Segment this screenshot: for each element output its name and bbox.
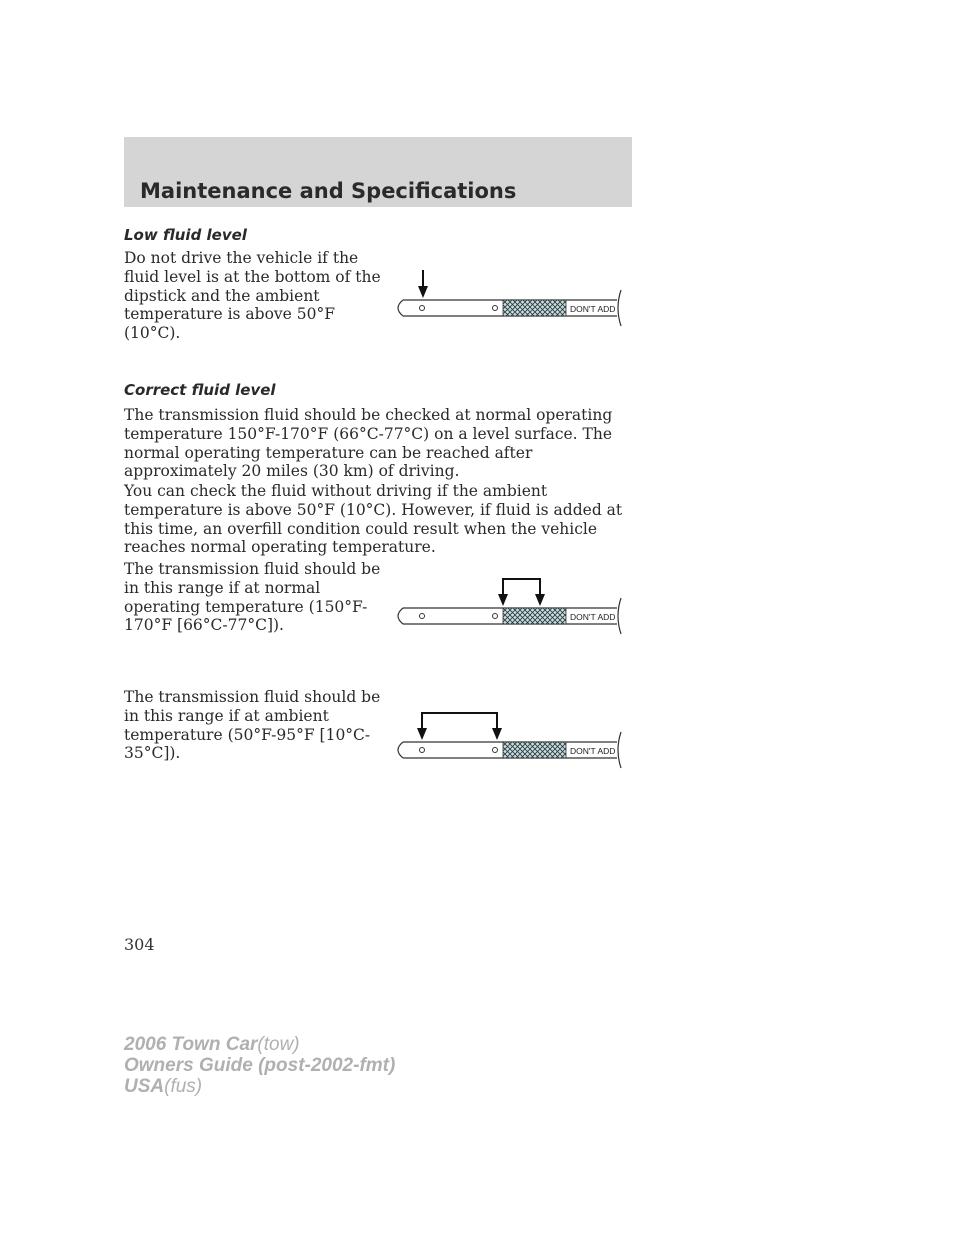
dipstick-figure-ambient [385,704,635,776]
document-footer [124,1034,395,1097]
hatched-full-range [503,742,566,758]
dipstick-hole-low [420,748,425,753]
dipstick-label: DON'T ADD [570,746,616,756]
paragraph-correct-4: The transmission fluid should be in this range if at ambient temperature (50°F-95°F [10°C-35°C]). [124,688,381,763]
dipstick-hole-low [420,306,425,311]
dipstick-hole-high [493,306,498,311]
footer-market: USA [124,1076,165,1097]
dipstick-hole-high [493,614,498,619]
dipstick-label: DON'T ADD [570,612,616,622]
dipstick-break-mark [618,598,621,634]
heading-correct-fluid-level: Correct fluid level [124,381,276,399]
ambient-range-bracket [417,712,502,740]
heading-low-fluid-level: Low fluid level [124,226,247,244]
operating-range-bracket [498,578,545,606]
paragraph-correct-2: You can check the fluid without driving if the ambient temperature is above 50°F (10°C). However, if fluid is added at this time, an overfill condition could result when the vehicle reaches normal operating temperature. [124,482,623,557]
footer-market-code: (fus) [164,1076,203,1097]
paragraph-correct-1: The transmission fluid should be checked at normal operating temperature 150°F-170°F (66°C-77°C) on a level surface. The normal operating temperature can be reached after approximately 20 miles (30 km) of driving. [124,406,613,481]
footer-model: 2006 Town Car [124,1034,258,1055]
hatched-full-range [503,608,566,624]
page-number: 304 [124,935,155,954]
section-title: Maintenance and Specifications [140,179,517,203]
footer-guide-type: Owners Guide (post-2002-fmt) [124,1055,396,1076]
dipstick-label: DON'T ADD [570,304,616,314]
dipstick-hole-high [493,748,498,753]
footer-model-code: (tow) [257,1034,300,1055]
dipstick-figure-low [385,262,635,334]
section-header-band [124,137,632,207]
dipstick-break-mark [618,290,621,326]
paragraph-correct-3: The transmission fluid should be in this range if at normal operating temperature (150°F-170°F [66°C-77°C]). [124,560,381,635]
hatched-full-range [503,300,566,316]
paragraph-low-fluid: Do not drive the vehicle if the fluid level is at the bottom of the dipstick and the ambient temperature is above 50°F (10°C). [124,249,381,343]
dipstick-figure-normal-operating [385,570,635,642]
fluid-level-arrow [418,270,428,298]
dipstick-break-mark [618,732,621,768]
dipstick-hole-low [420,614,425,619]
